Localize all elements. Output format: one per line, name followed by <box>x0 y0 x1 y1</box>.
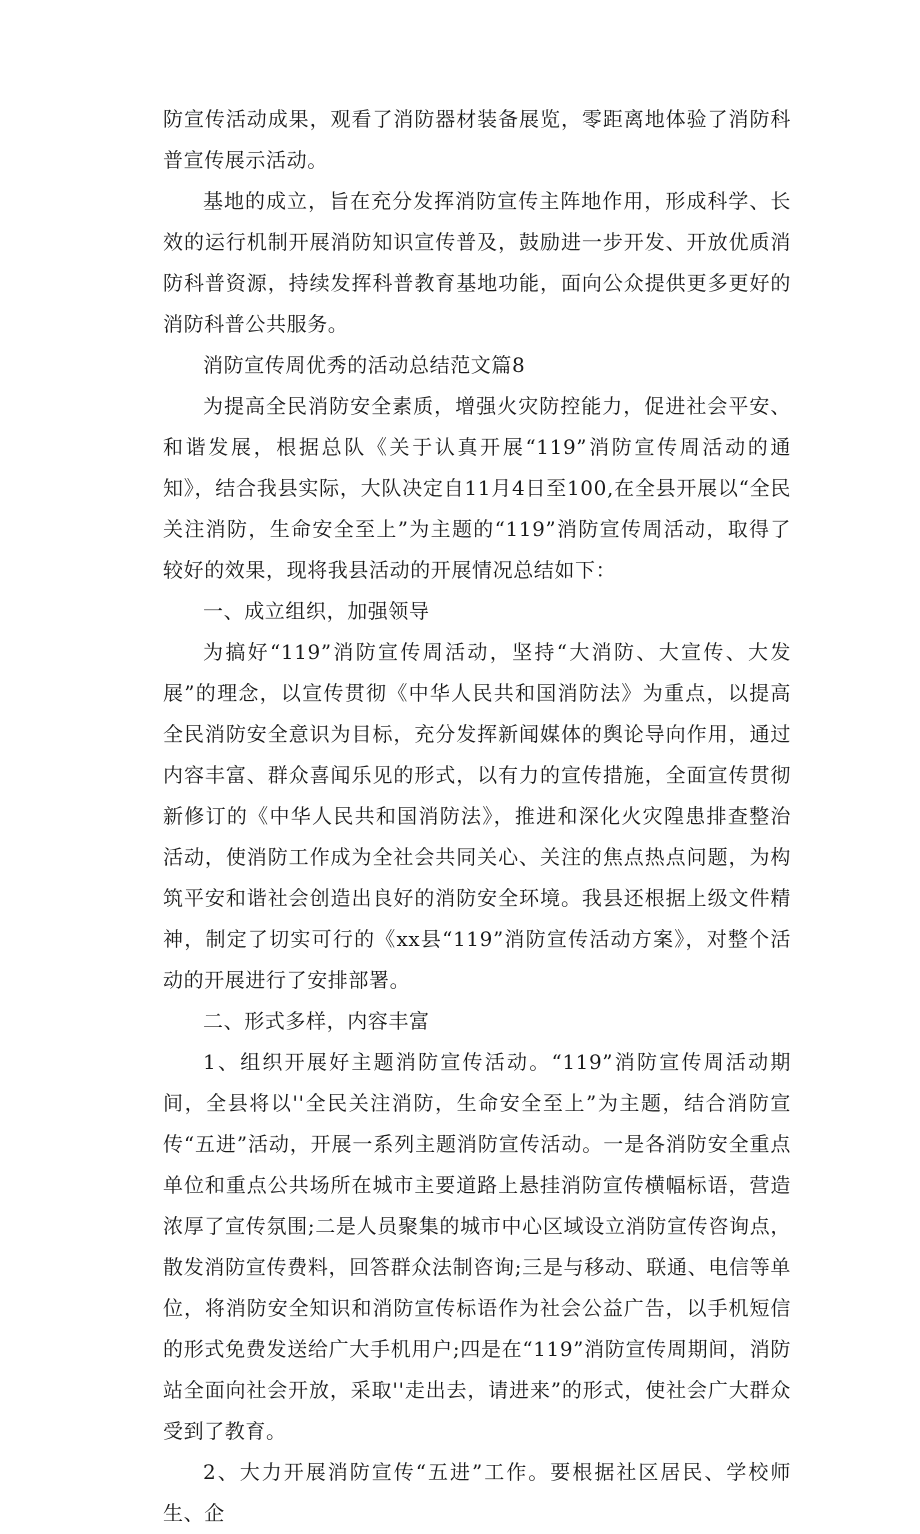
paragraph-intro: 为提高全民消防安全素质，增强火灾防控能力，促进社会平安、和谐发展，根据总队《关于认真开展“119”消防宣传周活动的通知》，结合我县实际，大队决定自11月4日至100,在全县开展以“全民关注消防，生命安全至上”为主题的“119”消防宣传周活动，取得了较好的效果，现将我县活动的开展情况总结如下： <box>163 394 791 582</box>
paragraph-base-purpose: 基地的成立，旨在充分发挥消防宣传主阵地作用，形成科学、长效的运行机制开展消防知识宣传普及，鼓励进一步开发、开放优质消防科普资源，持续发挥科普教育基地功能，面向公众提供更多更好的消防科普公共服务。 <box>163 189 791 336</box>
paragraph-organize: 为搞好“119”消防宣传周活动，坚持“大消防、大宣传、大发展”的理念，以宣传贯彻《中华人民共和国消防法》为重点，以提高全民消防安全意识为目标，充分发挥新闻媒体的舆论导向作用，通过内容丰富、群众喜闻乐见的形式，以有力的宣传措施，全面宣传贯彻新修订的《中华人民共和国消防法》，推进和深化火灾隍患排查整治活动，使消防工作成为全社会共同关心、关注的焦点热点问题，为构筑平安和谐社会创造出良好的消防安全环境。我县还根据上级文件精神，制定了切实可行的《xx县“119”消防宣传活动方案》，对整个活动的开展进行了安排部署。 <box>163 640 791 992</box>
document-body <box>163 99 791 1534</box>
heading-diverse-forms: 二、形式多样，内容丰富 <box>203 1009 430 1033</box>
paragraph-continuation: 防宣传活动成果，观看了消防器材装备展览，零距离地体验了消防科普宣传展示活动。 <box>163 107 791 172</box>
heading-organize-leadership: 一、成立组织，加强领导 <box>203 599 430 623</box>
paragraph-five-entries: 2、大力开展消防宣传“五进”工作。要根据社区居民、学校师生、企 <box>163 1460 791 1525</box>
paragraph-theme-activities: 1、组织开展好主题消防宣传活动。“119”消防宣传周活动期间，全县将以''全民关注消防，生命安全至上”为主题，结合消防宣传“五进”活动，开展一系列主题消防宣传活动。一是各消防安全重点单位和重点公共场所在城市主要道路上悬挂消防宣传横幅标语，营造浓厚了宣传氛围;二是人员聚集的城市中心区域设立消防宣传咨询点，散发消防宣传费料，回答群众法制咨询;三是与移动、联通、电信等单位，将消防安全知识和消防宣传标语作为社会公益广告，以手机短信的形式免费发送给广大手机用户;四是在“119”消防宣传周期间，消防站全面向社会开放，采取''走出去，请进来”的形式，使社会广大群众受到了教育。 <box>163 1050 791 1443</box>
section-title: 消防宣传周优秀的活动总结范文篇8 <box>203 353 526 377</box>
